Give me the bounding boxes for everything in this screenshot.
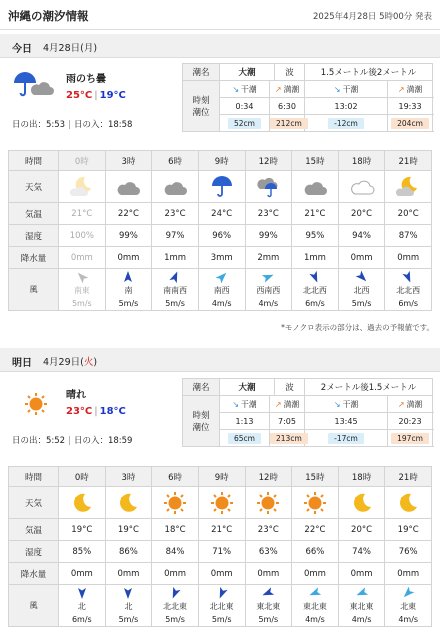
issued-timestamp: 2025年4月28日 5時00分 発表 — [313, 12, 432, 22]
wind-direction: 西南西 — [256, 285, 281, 295]
cloud-icon — [152, 171, 199, 203]
humidity-row-value: 71% — [198, 541, 245, 563]
past-forecast-note: *モノクロ表示の部分は、過去の予報値です。 — [281, 323, 434, 332]
rain-then-cloud-icon — [12, 70, 56, 100]
wind-speed: 5m/s — [351, 298, 372, 308]
temp-row-value: 23°C — [245, 519, 292, 541]
tide-time-header: 時刻 潮位 — [183, 396, 220, 447]
wind-speed: 6m/s — [71, 614, 92, 624]
rain-row-value: 1mm — [292, 247, 339, 269]
rain-row-header: 降水量 — [9, 563, 59, 585]
umbrella-icon — [198, 171, 245, 203]
temp-row-value: 20°C — [338, 519, 385, 541]
wind-cell — [292, 585, 339, 627]
temp-row-value: 21°C — [59, 203, 106, 225]
temp-row-value: 19°C — [385, 519, 432, 541]
hour-header: 3時 — [105, 467, 152, 487]
wind-direction: 北東 — [400, 601, 417, 611]
day-bar-0 — [0, 34, 440, 58]
wind-speed: 4m/s — [305, 614, 325, 624]
wind-arrow-icon — [59, 270, 105, 284]
wind-arrow-icon — [385, 270, 431, 284]
tide-level: 204cm — [388, 115, 433, 132]
wind-direction: 北北東 — [209, 601, 234, 611]
cloud-icon — [105, 171, 152, 203]
tide-time: 0:34 — [220, 98, 270, 115]
tide-type: ↗ 満潮 — [388, 396, 433, 413]
temp-row-value: 21°C — [292, 203, 339, 225]
wind-speed: 5m/s — [211, 614, 232, 624]
wind-cell — [59, 585, 106, 627]
temp-row-value: 20°C — [385, 203, 432, 225]
cloud-icon — [292, 171, 339, 203]
humidity-row-value: 66% — [292, 541, 339, 563]
moon-cloud-icon — [385, 171, 432, 203]
wind-arrow-icon — [152, 270, 198, 284]
wind-speed: 4m/s — [398, 614, 419, 624]
humidity-row-value: 94% — [338, 225, 385, 247]
rain-row-value: 0mm — [152, 563, 199, 585]
humidity-row-value: 74% — [338, 541, 385, 563]
wind-arrow-icon — [199, 270, 245, 284]
wind-speed: 4m/s — [351, 614, 372, 624]
tide-header-name: 潮名 — [183, 379, 220, 396]
wind-arrow-icon — [246, 586, 292, 600]
rain-row-value: 0mm — [338, 563, 385, 585]
wind-arrow-icon — [106, 270, 152, 284]
tide-level: 212cm — [270, 115, 305, 132]
wave-value: 1.5メートル後2メートル — [305, 64, 433, 81]
rain-row-value: 0mm — [292, 563, 339, 585]
rain-row-value: 0mm — [385, 563, 432, 585]
moon-icon — [59, 487, 106, 519]
temp-row-header: 気温 — [9, 203, 59, 225]
hour-header: 9時 — [198, 467, 245, 487]
wind-arrow-icon — [339, 586, 385, 600]
wind-cell — [105, 585, 152, 627]
wind-speed: 5m/s — [118, 614, 139, 624]
hourly-forecast-table — [8, 466, 432, 627]
tide-table — [182, 63, 433, 132]
day-label: 明日 — [12, 358, 32, 369]
tide-time: 13:02 — [305, 98, 388, 115]
tide-time-header: 時刻 潮位 — [183, 81, 220, 132]
temp-row-value: 21°C — [198, 519, 245, 541]
wind-arrow-icon — [385, 586, 431, 600]
wind-speed: 6m/s — [398, 298, 419, 308]
wind-cell — [338, 585, 385, 627]
tide-time: 7:05 — [270, 413, 305, 430]
hour-header: 12時 — [245, 151, 292, 171]
tide-level: 213cm — [270, 430, 305, 447]
time-header: 時間 — [9, 467, 59, 487]
hour-header: 18時 — [338, 467, 385, 487]
tide-level: 52cm — [220, 115, 270, 132]
humidity-row-value: 95% — [292, 225, 339, 247]
wind-direction: 南南西 — [163, 285, 188, 295]
humidity-row-value: 96% — [198, 225, 245, 247]
hourly-forecast-table — [8, 150, 432, 311]
tide-level: -12cm — [305, 115, 388, 132]
sun-icon — [198, 487, 245, 519]
temperature-range: 23°C | 18°C — [66, 406, 126, 417]
wind-cell — [245, 585, 292, 627]
humidity-row-header: 湿度 — [9, 541, 59, 563]
tide-type: ↘ 干潮 — [220, 81, 270, 98]
temp-row-value: 23°C — [245, 203, 292, 225]
wind-arrow-icon — [152, 586, 198, 600]
tide-level: 65cm — [220, 430, 270, 447]
tide-type: ↘ 干潮 — [305, 81, 388, 98]
rain-row-value: 2mm — [245, 247, 292, 269]
tide-time: 6:30 — [270, 98, 305, 115]
moon-icon — [338, 487, 385, 519]
hour-header: 9時 — [198, 151, 245, 171]
rain-row-value: 3mm — [198, 247, 245, 269]
tide-table — [182, 378, 433, 447]
wind-cell — [152, 269, 199, 311]
wind-speed: 5m/s — [71, 298, 92, 308]
day-date: 4月28日(月) — [43, 43, 98, 54]
wind-speed: 5m/s — [165, 614, 185, 624]
tide-name: 大潮 — [220, 64, 275, 81]
hour-header: 6時 — [152, 151, 199, 171]
tide-time: 13:45 — [305, 413, 388, 430]
wind-cell — [198, 585, 245, 627]
sun-icon — [245, 487, 292, 519]
wind-direction: 北 — [124, 601, 133, 611]
humidity-row-value: 76% — [385, 541, 432, 563]
hour-header: 15時 — [292, 467, 339, 487]
day-date: 4月29日(火) — [43, 357, 98, 368]
cloud-umbrella-icon — [245, 171, 292, 203]
temp-row-value: 22°C — [292, 519, 339, 541]
hour-header: 12時 — [245, 467, 292, 487]
temp-row-value: 20°C — [338, 203, 385, 225]
wind-cell — [245, 269, 292, 311]
humidity-row-header: 湿度 — [9, 225, 59, 247]
page-header — [0, 0, 440, 30]
wind-speed: 5m/s — [258, 614, 279, 624]
moon-icon — [385, 487, 432, 519]
wind-direction: 南 — [124, 285, 133, 295]
wind-cell — [385, 585, 432, 627]
wind-speed: 6m/s — [305, 298, 325, 308]
wind-cell — [152, 585, 199, 627]
wind-cell — [385, 269, 432, 311]
wind-speed: 4m/s — [258, 298, 279, 308]
hour-header: 0時 — [59, 151, 106, 171]
tide-type: ↗ 満潮 — [388, 81, 433, 98]
wave-header: 波 — [275, 64, 305, 81]
sunrise-sunset: 日の出：5:53 | 日の入：18:58 — [12, 120, 133, 130]
wind-direction: 東北東 — [256, 601, 281, 611]
rain-row-value: 1mm — [152, 247, 199, 269]
rain-row-value: 0mm — [105, 563, 152, 585]
wind-speed: 5m/s — [118, 298, 139, 308]
humidity-row-value: 99% — [105, 225, 152, 247]
moon-icon — [105, 487, 152, 519]
day-bar-1 — [0, 348, 440, 372]
humidity-row-value: 99% — [245, 225, 292, 247]
wind-row-header: 風 — [9, 269, 59, 311]
wind-arrow-icon — [199, 586, 245, 600]
temp-row-value: 18°C — [152, 519, 199, 541]
temp-row-value: 22°C — [105, 203, 152, 225]
humidity-row-value: 100% — [59, 225, 106, 247]
wind-direction: 北北東 — [163, 601, 188, 611]
wind-arrow-icon — [59, 586, 105, 600]
wind-cell — [105, 269, 152, 311]
tide-time: 1:13 — [220, 413, 270, 430]
wind-cell — [338, 269, 385, 311]
sun-icon — [292, 487, 339, 519]
wind-direction: 東北東 — [349, 601, 374, 611]
hour-header: 0時 — [59, 467, 106, 487]
wind-arrow-icon — [292, 586, 338, 600]
temp-row-header: 気温 — [9, 519, 59, 541]
tide-name: 大潮 — [220, 379, 275, 396]
tide-type: ↘ 干潮 — [305, 396, 388, 413]
sunrise-sunset: 日の出：5:52 | 日の入：18:59 — [12, 436, 133, 446]
wind-speed: 4m/s — [211, 298, 232, 308]
weather-row-header: 天気 — [9, 171, 59, 203]
rain-row-value: 0mm — [385, 247, 432, 269]
rain-row-value: 0mm — [245, 563, 292, 585]
hour-header: 18時 — [338, 151, 385, 171]
wave-header: 波 — [275, 379, 305, 396]
wind-direction: 北 — [77, 601, 86, 611]
wind-direction: 北西 — [353, 285, 370, 295]
rain-row-value: 0mm — [59, 247, 106, 269]
tide-time: 19:33 — [388, 98, 433, 115]
wind-direction: 南西 — [213, 285, 230, 295]
wind-arrow-icon — [246, 270, 292, 284]
weather-text: 雨のち曇 — [66, 74, 106, 85]
time-header: 時間 — [9, 151, 59, 171]
humidity-row-value: 97% — [152, 225, 199, 247]
wind-direction: 東北東 — [302, 601, 327, 611]
wind-arrow-icon — [339, 270, 385, 284]
hour-header: 15時 — [292, 151, 339, 171]
rain-row-value: 0mm — [59, 563, 106, 585]
rain-row-value: 0mm — [105, 247, 152, 269]
sun-icon — [24, 392, 48, 416]
temperature-range: 25°C | 19°C — [66, 90, 126, 101]
sun-icon — [152, 487, 199, 519]
page-title: 沖縄の潮汐情報 — [8, 9, 89, 23]
weather-text: 晴れ — [66, 390, 86, 401]
hour-header: 3時 — [105, 151, 152, 171]
temp-row-value: 19°C — [59, 519, 106, 541]
rain-row-header: 降水量 — [9, 247, 59, 269]
humidity-row-value: 63% — [245, 541, 292, 563]
wind-direction: 北北西 — [302, 285, 327, 295]
temp-row-value: 19°C — [105, 519, 152, 541]
tide-level: -17cm — [305, 430, 388, 447]
humidity-row-value: 84% — [152, 541, 199, 563]
humidity-row-value: 85% — [59, 541, 106, 563]
humidity-row-value: 87% — [385, 225, 432, 247]
tide-type: ↗ 満潮 — [270, 396, 305, 413]
temp-row-value: 23°C — [152, 203, 199, 225]
wind-direction: 北北西 — [396, 285, 421, 295]
light-cloud-icon — [338, 171, 385, 203]
wind-cell — [198, 269, 245, 311]
tide-type: ↘ 干潮 — [220, 396, 270, 413]
day-label: 今日 — [12, 44, 32, 55]
rain-row-value: 0mm — [198, 563, 245, 585]
tide-level: 197cm — [388, 430, 433, 447]
hour-header: 21時 — [385, 467, 432, 487]
weather-row-header: 天気 — [9, 487, 59, 519]
wind-direction: 南東 — [73, 285, 90, 295]
rain-row-value: 0mm — [338, 247, 385, 269]
wind-speed: 5m/s — [165, 298, 185, 308]
wind-cell — [292, 269, 339, 311]
wind-row-header: 風 — [9, 585, 59, 627]
wind-arrow-icon — [106, 586, 152, 600]
humidity-row-value: 86% — [105, 541, 152, 563]
tide-header-name: 潮名 — [183, 64, 220, 81]
wave-value: 2メートル後1.5メートル — [305, 379, 433, 396]
tide-type: ↗ 満潮 — [270, 81, 305, 98]
hour-header: 21時 — [385, 151, 432, 171]
wind-arrow-icon — [292, 270, 338, 284]
hour-header: 6時 — [152, 467, 199, 487]
moon-cloud-icon — [59, 171, 106, 203]
tide-time: 20:23 — [388, 413, 433, 430]
temp-row-value: 24°C — [198, 203, 245, 225]
wind-cell — [59, 269, 106, 311]
